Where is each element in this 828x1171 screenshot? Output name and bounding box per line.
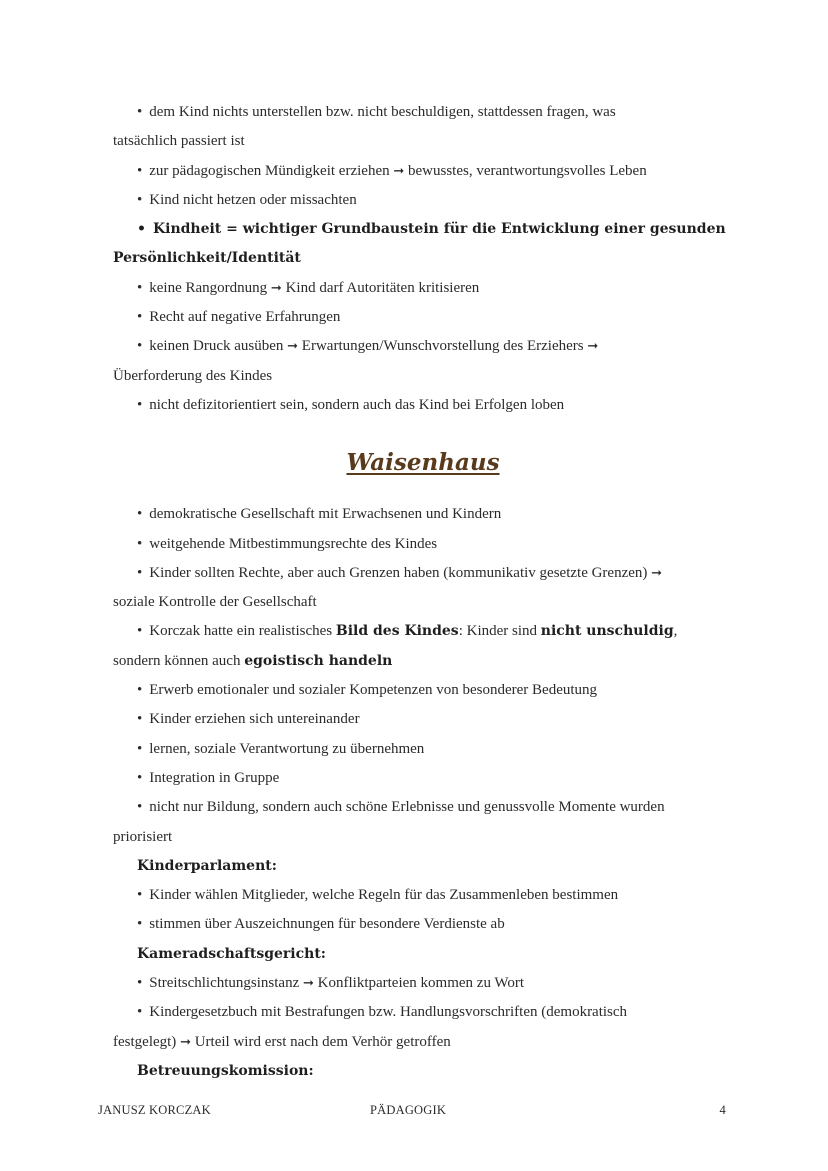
text-line: , <box>673 623 678 640</box>
text-line: nicht defizitorientiert sein, sondern auch das Kind bei Erfolgen loben <box>149 396 565 413</box>
bold-text: nicht unschuldig <box>540 623 674 640</box>
bullet-item-bold <box>113 215 733 244</box>
bold-text: egoistisch handeln <box>244 652 393 669</box>
continuation-line: Überforderung des Kindes <box>113 367 273 384</box>
text-line: Streitschlichtungsinstanz <box>149 975 300 992</box>
text-line: keine Rangordnung <box>149 279 268 296</box>
text-line: Kinder sollten Rechte, aber auch Grenzen haben (kommunikativ gesetzte Grenzen) <box>149 564 648 581</box>
arrow-right-icon: ➞ <box>180 1034 191 1050</box>
text-line: Konfliktparteien kommen zu Wort <box>317 975 525 992</box>
bullet-item <box>113 303 733 332</box>
bullet-item <box>113 530 733 559</box>
kinderparlament-title: Kinderparlament: <box>137 857 277 874</box>
arrow-right-icon: ➞ <box>587 339 599 355</box>
text-line: Kind nicht hetzen oder missachten <box>149 191 357 208</box>
continuation-line <box>113 647 733 676</box>
text-line: stimmen über Auszeichnungen für besondere Verdienste ab <box>149 916 505 933</box>
text-line: zur pädagogischen Mündigkeit erziehen <box>149 162 390 179</box>
text-line: keinen Druck ausüben <box>149 338 284 355</box>
text-line: Recht auf negative Erfahrungen <box>149 309 341 326</box>
text-line: Korczak hatte ein realistisches <box>149 623 336 640</box>
bullet-item <box>113 500 733 529</box>
text-line: : Kinder sind <box>458 623 541 640</box>
bullet-item <box>113 910 733 939</box>
arrow-right-icon: ➞ <box>651 565 663 581</box>
bullet-item <box>113 98 733 127</box>
footer-author: JANUSZ KORCZAK <box>98 1103 211 1117</box>
text-line: bewusstes, verantwortungsvolles Leben <box>408 162 647 179</box>
bullet-item <box>113 969 733 998</box>
continuation-line-bold: Persönlichkeit/Identität <box>113 250 301 267</box>
bullet-item <box>113 881 733 910</box>
continuation-line: soziale Kontrolle der Gesellschaft <box>113 594 317 611</box>
continuation-line: tatsächlich passiert ist <box>113 133 245 150</box>
arrow-right-icon: ➞ <box>393 163 405 179</box>
text-line: Urteil wird erst nach dem Verhör getroffen <box>194 1033 451 1050</box>
arrow-right-icon: ➞ <box>270 280 282 296</box>
bullet-item <box>113 391 733 420</box>
bullet-item <box>113 735 733 764</box>
text-line: dem Kind nichts unterstellen bzw. nicht beschuldigen, stattdessen fragen, was <box>149 104 616 120</box>
bullet-item <box>113 705 733 734</box>
text-line: Kindergesetzbuch mit Bestrafungen bzw. Handlungsvorschriften (demokratisch <box>149 1004 628 1021</box>
continuation-line <box>113 1028 733 1057</box>
text-line: Integration in Gruppe <box>149 769 280 786</box>
text-line: nicht nur Bildung, sondern auch schöne Erlebnisse und genussvolle Momente wurden <box>149 799 665 816</box>
waisenhaus-heading: Waisenhaus <box>346 449 500 477</box>
text-line: weitgehende Mitbestimmungsrechte des Kindes <box>149 535 438 552</box>
bold-text-line: Kindheit = wichtiger Grundbaustein für die Entwicklung einer gesunden <box>152 221 726 238</box>
bold-text: Bild des Kindes <box>335 623 459 640</box>
bullet-item <box>113 998 733 1027</box>
text-line: sondern können auch <box>113 652 245 669</box>
bullet-item <box>113 559 733 588</box>
continuation-line: priorisiert <box>113 828 173 845</box>
footer-subject: PÄDAGOGIK <box>370 1103 447 1117</box>
betreuungskomission-title: Betreuungskomission: <box>137 1062 314 1079</box>
section-heading <box>113 442 733 498</box>
arrow-right-icon: ➞ <box>303 976 314 992</box>
page-number: 4 <box>719 1103 726 1117</box>
bullet-item <box>113 793 733 822</box>
text-line: Kinder wählen Mitglieder, welche Regeln für das Zusammenleben bestimmen <box>149 887 619 904</box>
bullet-item <box>113 186 733 215</box>
bullet-item <box>113 332 733 361</box>
text-line: Erwartungen/Wunschvorstellung des Erziehers <box>301 338 584 355</box>
page-content <box>113 98 733 1086</box>
text-line: festgelegt) <box>113 1033 177 1050</box>
bullet-item <box>113 764 733 793</box>
text-line: Kinder erziehen sich untereinander <box>149 711 360 728</box>
text-line: Kind darf Autoritäten kritisieren <box>285 279 480 296</box>
kameradschaftsgericht-title: Kameradschaftsgericht: <box>137 945 326 962</box>
bullet-item <box>113 617 733 646</box>
text-line: lernen, soziale Verantwortung zu übernehmen <box>149 740 425 757</box>
text-line: demokratische Gesellschaft mit Erwachsenen und Kindern <box>149 506 502 523</box>
page-footer <box>98 1103 726 1123</box>
bullet-item <box>113 676 733 705</box>
text-line: Erwerb emotionaler und sozialer Kompetenzen von besonderer Bedeutung <box>149 682 598 699</box>
bullet-item <box>113 157 733 186</box>
bullet-item <box>113 274 733 303</box>
arrow-right-icon: ➞ <box>287 339 299 355</box>
